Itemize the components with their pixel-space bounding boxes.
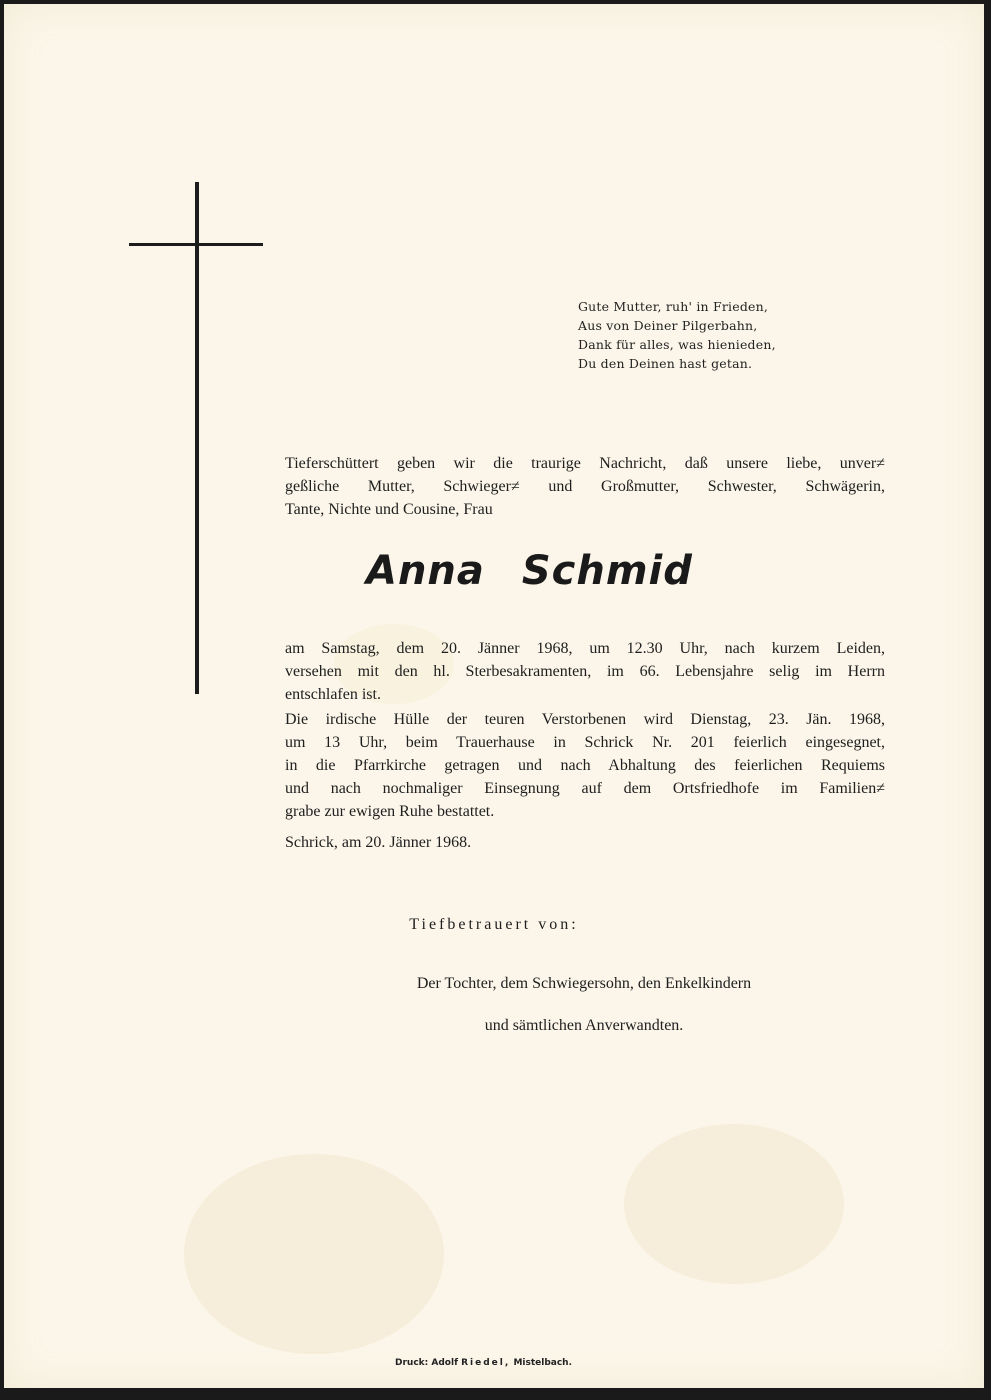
intro-line: Tante, Nichte und Cousine, Frau — [285, 501, 493, 518]
funeral-details — [285, 708, 885, 823]
family-line: und sämtlichen Anverwandten. — [484, 1017, 684, 1034]
verse-line: Gute Mutter, ruh' in Frieden, — [578, 299, 769, 314]
mourned-by-heading: Tiefbetrauert von: — [409, 916, 579, 933]
intro-line: geßliche Mutter, Schwieger≠ und Großmutter, Schwester, Schwägerin, — [285, 478, 885, 495]
funeral-line: Die irdische Hülle der teuren Verstorbenen wird Dienstag, 23. Jän. 1968, — [285, 711, 885, 728]
memorial-verse — [578, 297, 808, 373]
funeral-line: in die Pfarrkirche getragen und nach Abhaltung des feierlichen Requiems — [285, 757, 885, 774]
announcement-intro — [285, 452, 885, 521]
intro-line: Tieferschüttert geben wir die traurige Nachricht, daß unsere liebe, unver≠ — [285, 455, 885, 472]
paper-stain — [184, 1154, 444, 1354]
death-notice-sheet — [4, 4, 984, 1388]
death-line: entschlafen ist. — [285, 686, 381, 703]
death-line: versehen mit den hl. Sterbesakramenten, im 66. Lebensjahre selig im Herrn — [285, 663, 885, 680]
family-line: Der Tochter, dem Schwiegersohn, den Enkelkindern — [416, 975, 752, 992]
deceased-name: Anna Schmid — [366, 548, 693, 594]
printer-imprint — [395, 1358, 572, 1368]
printer-first-name: Adolf — [431, 1358, 458, 1368]
funeral-line: grabe zur ewigen Ruhe bestattet. — [285, 803, 495, 820]
verse-line: Aus von Deiner Pilgerbahn, — [578, 318, 758, 333]
cross-vertical-bar — [195, 182, 199, 694]
cross-horizontal-bar — [129, 243, 263, 246]
place-and-date: Schrick, am 20. Jänner 1968. — [285, 834, 472, 851]
paper-stain — [624, 1124, 844, 1284]
printer-last-name: Riedel, — [461, 1358, 511, 1368]
death-line: am Samstag, dem 20. Jänner 1968, um 12.30 Uhr, nach kurzem Leiden, — [285, 640, 885, 657]
funeral-line: und nach nochmaliger Einsegnung auf dem Ortsfriedhofe im Familien≠ — [285, 780, 885, 797]
printer-label: Druck: — [395, 1358, 429, 1368]
funeral-line: um 13 Uhr, beim Trauerhause in Schrick Nr. 201 feierlich eingesegnet, — [285, 734, 885, 751]
printer-town: Mistelbach. — [513, 1358, 573, 1368]
verse-line: Dank für alles, was hienieden, — [578, 337, 776, 352]
death-details — [285, 637, 885, 706]
verse-line: Du den Deinen hast getan. — [578, 356, 753, 371]
